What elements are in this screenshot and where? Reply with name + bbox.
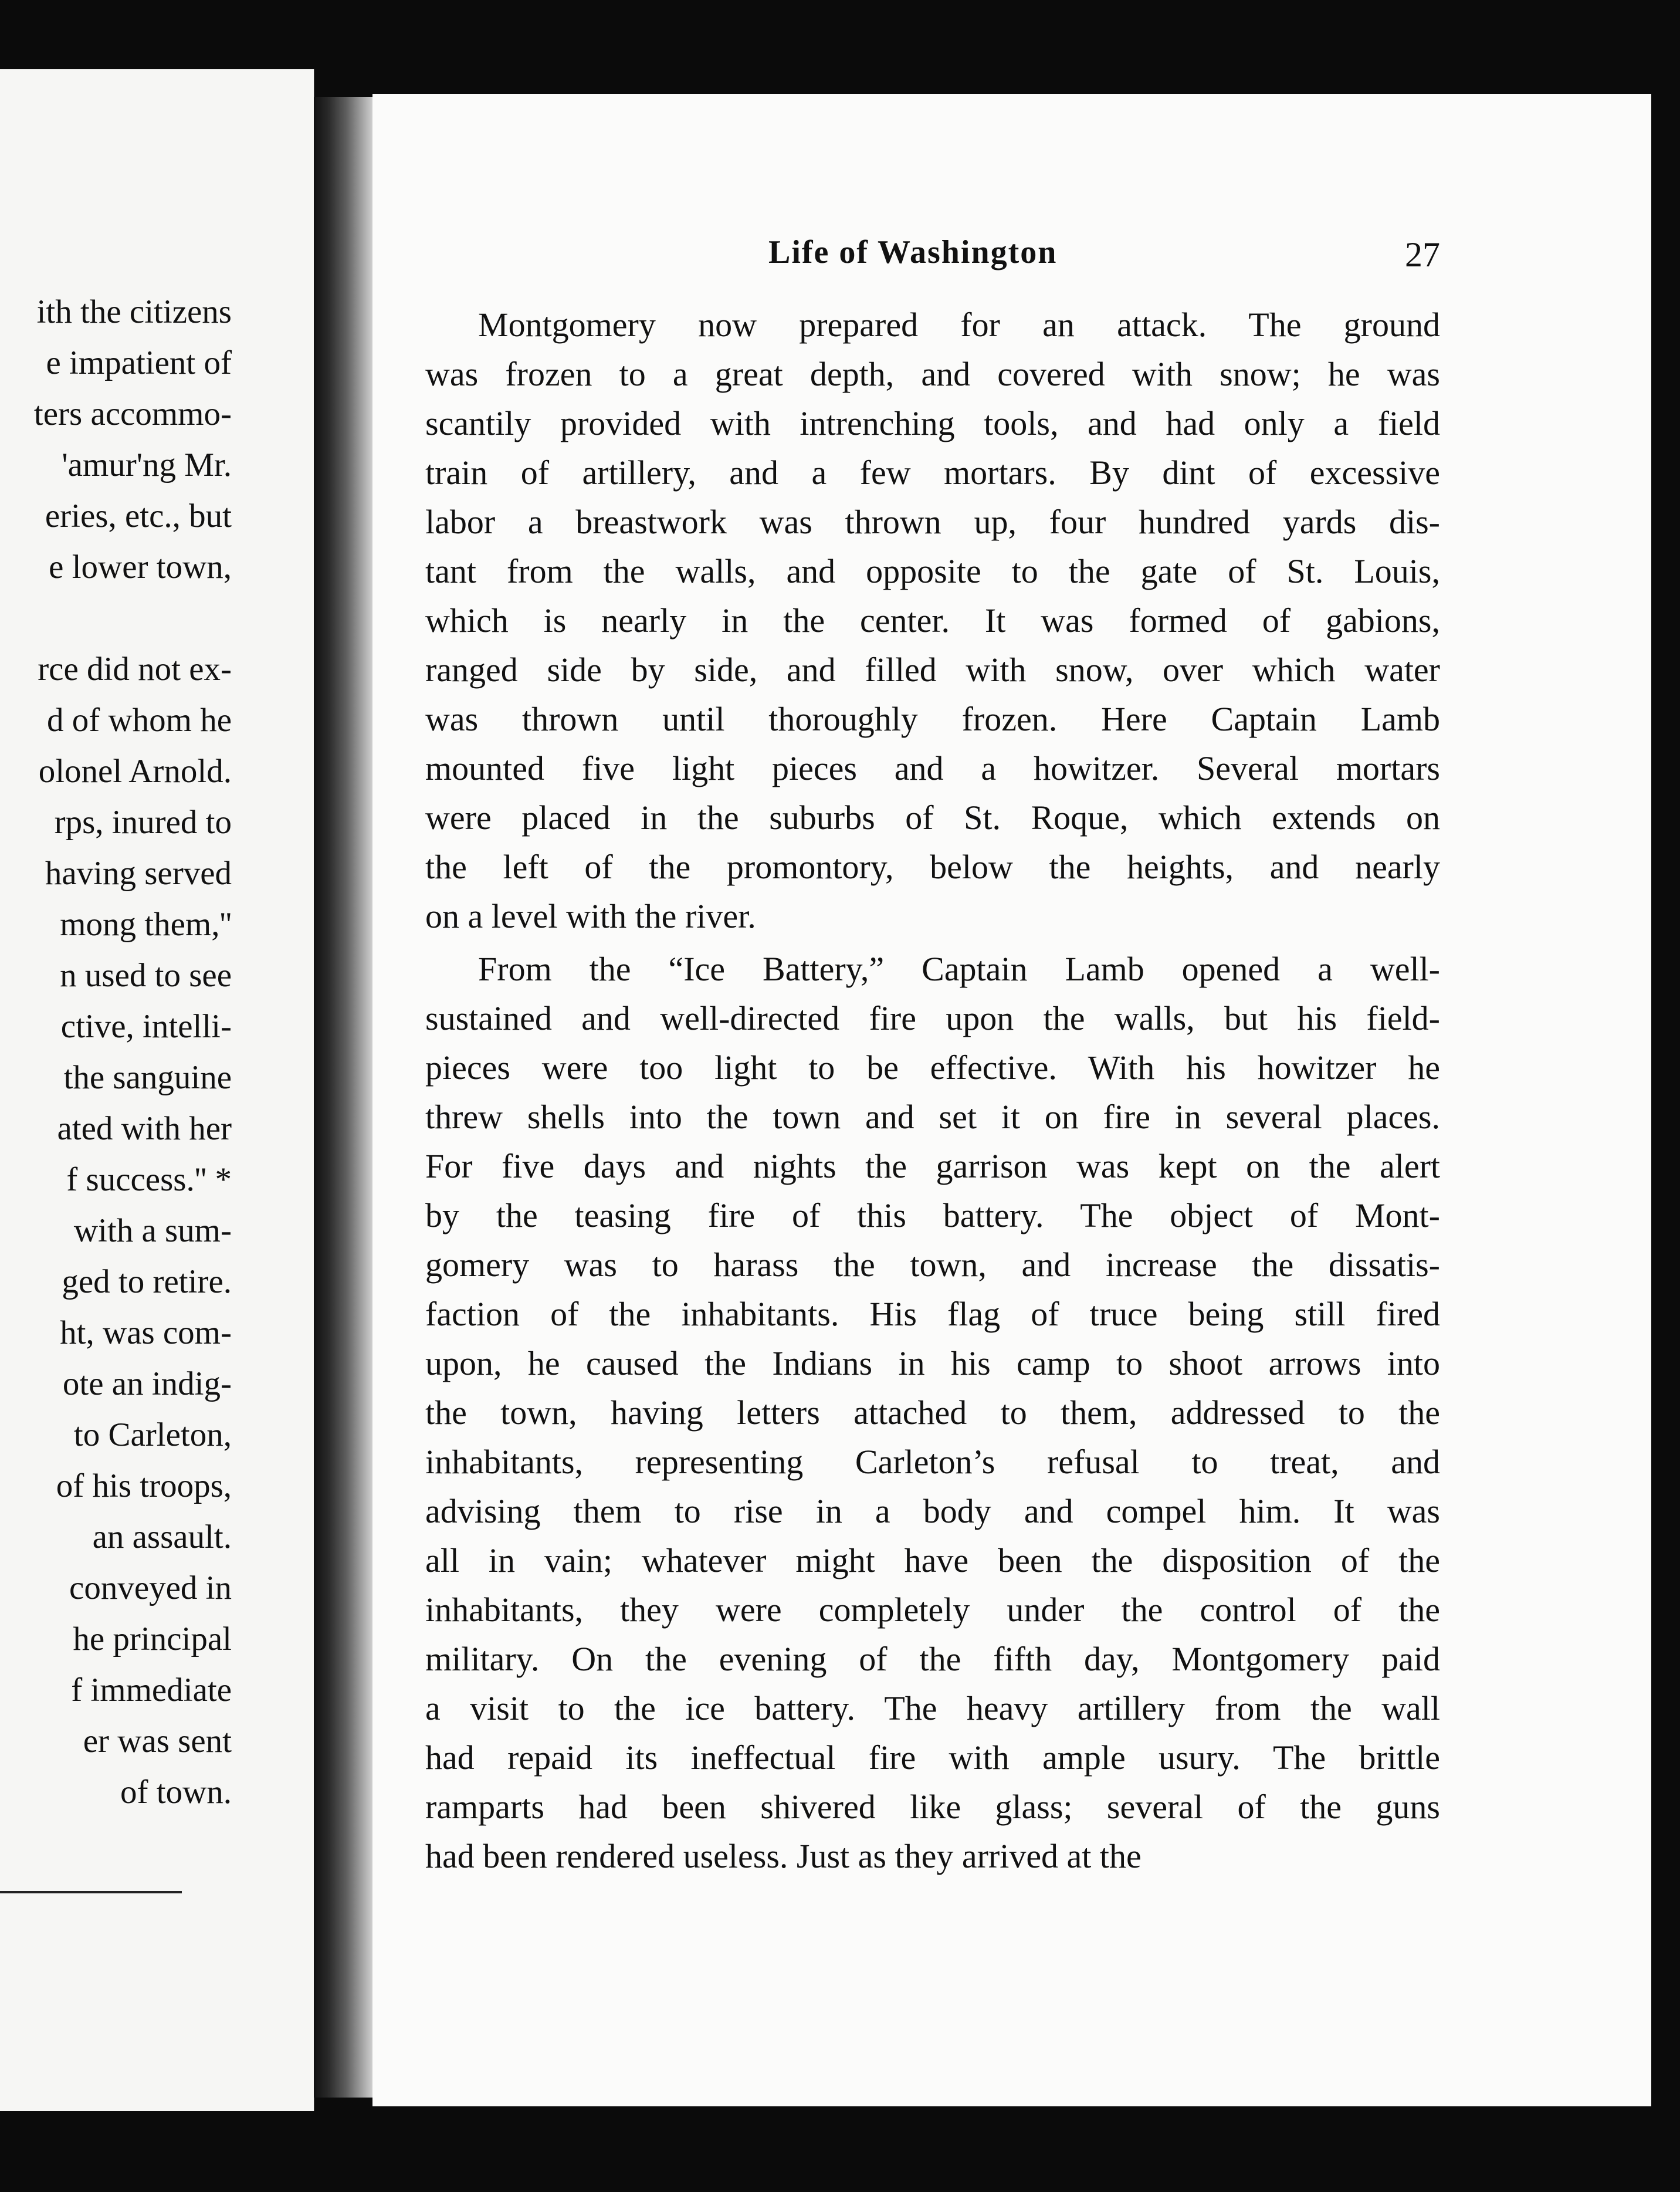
text-line: sustained and well-directed fire upon the walls, but his field- <box>425 999 1440 1037</box>
text-line: a visit to the ice battery. The heavy artillery from the wall <box>425 1689 1440 1727</box>
text-line: the left of the promontory, below the heights, and nearly <box>425 848 1440 886</box>
left-page-line: olonel Arnold. <box>38 753 232 790</box>
text-line: was frozen to a great depth, and covered with snow; he was <box>425 355 1440 393</box>
left-page-line: ctive, intelli- <box>60 1008 232 1045</box>
text-line: all in vain; whatever might have been the disposition of the <box>425 1541 1440 1579</box>
text-line: faction of the inhabitants. His flag of truce being still fired <box>425 1295 1440 1333</box>
left-page-line: the sanguine <box>63 1059 232 1096</box>
text-line: train of artillery, and a few mortars. By dint of excessive <box>425 454 1440 492</box>
left-page-line: of town. <box>120 1774 232 1811</box>
left-page-line: e impatient of <box>46 344 232 381</box>
left-page-line: n used to see <box>60 957 232 994</box>
text-line: scantily provided with intrenching tools, and had only a field <box>425 404 1440 442</box>
left-page-line: 'amur'ng Mr. <box>62 446 232 483</box>
left-page-line: rps, inured to <box>54 804 232 841</box>
text-line: ranged side by side, and filled with snow, over which water <box>425 651 1440 689</box>
left-page-text <box>0 286 314 1818</box>
text-line: From the “Ice Battery,” Captain Lamb opened a well- <box>478 950 1440 988</box>
text-line: inhabitants, representing Carleton’s refusal to treat, and <box>425 1443 1440 1481</box>
text-line: mounted five light pieces and a howitzer. Several mortars <box>425 749 1440 787</box>
left-page <box>0 69 315 2111</box>
left-page-line: ht, was com- <box>60 1314 232 1351</box>
right-page <box>372 94 1651 2106</box>
text-line: pieces were too light to be effective. With his howitzer he <box>425 1048 1440 1087</box>
left-page-line: mong them,'' <box>60 906 232 943</box>
text-line: Montgomery now prepared for an attack. The ground <box>478 306 1440 344</box>
text-line: inhabitants, they were completely under the control of the <box>425 1591 1440 1629</box>
left-page-line: he principal <box>73 1621 232 1657</box>
left-page-line: of his troops, <box>56 1467 232 1504</box>
page-number: 27 <box>1405 235 1440 274</box>
text-line: had been rendered useless. Just as they arrived at the <box>425 1837 1142 1875</box>
text-line: on a level with the river. <box>425 897 756 935</box>
left-page-line: f immediate <box>71 1672 232 1709</box>
left-page-line: to Carleton, <box>73 1416 232 1453</box>
left-page-line: conveyed in <box>69 1569 232 1606</box>
text-line: labor a breastwork was thrown up, four hundred yards dis- <box>425 503 1440 541</box>
left-page-line: eries, etc., but <box>45 498 232 535</box>
text-line: had repaid its ineffectual fire with ample usury. The brittle <box>425 1738 1440 1777</box>
left-page-line: having served <box>45 855 232 892</box>
text-line: by the teasing fire of this battery. The object of Mont- <box>425 1196 1440 1234</box>
left-page-line: f success.'' * <box>66 1161 232 1198</box>
left-page-line: an assault. <box>92 1518 232 1555</box>
text-line: which is nearly in the center. It was formed of gabions, <box>425 601 1440 640</box>
text-line: were placed in the suburbs of St. Roque, which extends on <box>425 799 1440 837</box>
text-line: the town, having letters attached to them, addressed to the <box>425 1393 1440 1432</box>
left-page-line: d of whom he <box>46 702 232 739</box>
left-page-line: rce did not ex- <box>38 651 232 688</box>
left-page-line: ged to retire. <box>62 1263 232 1300</box>
scan-border <box>1651 94 1680 2192</box>
body-text <box>425 300 1440 1881</box>
text-line: ramparts had been shivered like glass; several of the guns <box>425 1788 1440 1826</box>
left-page-line: ith the citizens <box>36 293 232 330</box>
left-page-line <box>0 593 314 644</box>
book-gutter-shadow <box>314 97 372 2098</box>
text-line: was thrown until thoroughly frozen. Here Captain Lamb <box>425 700 1440 738</box>
left-page-line: e lower town, <box>49 549 232 586</box>
text-line: threw shells into the town and set it on fire in several places. <box>425 1098 1440 1136</box>
left-page-line: ters accommo- <box>33 395 232 432</box>
running-title: Life of Washington <box>768 234 1058 270</box>
text-line: tant from the walls, and opposite to the gate of St. Louis, <box>425 552 1440 590</box>
left-page-line: ated with her <box>57 1110 232 1147</box>
text-line: military. On the evening of the fifth day, Montgomery paid <box>425 1640 1440 1678</box>
text-line: advising them to rise in a body and compel him. It was <box>425 1492 1440 1530</box>
text-line: For five days and nights the garrison was kept on the alert <box>425 1147 1440 1185</box>
left-page-line: ote an indig- <box>62 1365 232 1402</box>
footnote-rule <box>0 1891 182 1893</box>
left-page-line: er was sent <box>83 1723 232 1760</box>
text-line: upon, he caused the Indians in his camp to shoot arrows into <box>425 1344 1440 1382</box>
left-page-line: with a sum- <box>73 1212 232 1249</box>
text-line: gomery was to harass the town, and increase the dissatis- <box>425 1246 1440 1284</box>
